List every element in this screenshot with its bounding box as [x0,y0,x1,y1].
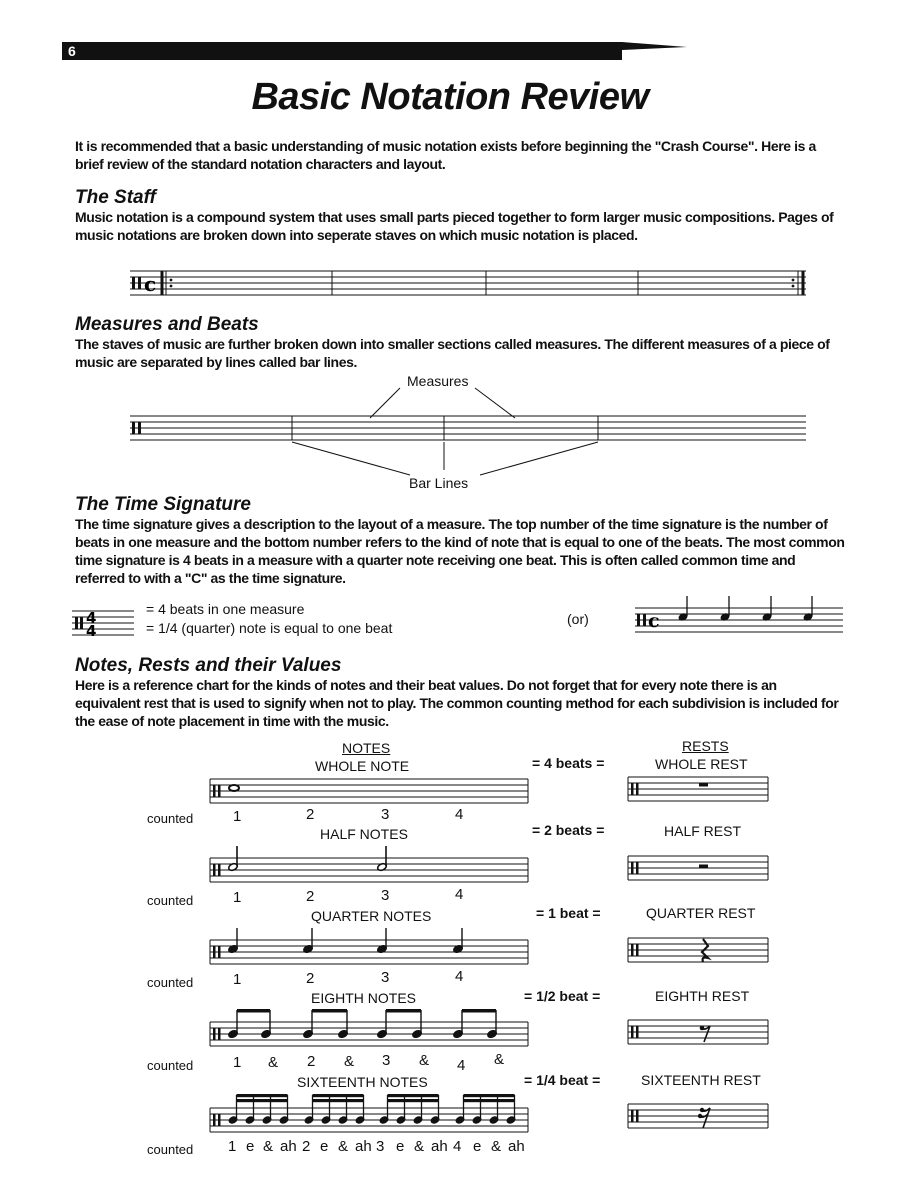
note-label-whole: WHOLE NOTE [315,758,410,774]
count-4: 4 [453,1138,462,1155]
note-label-half: HALF NOTES [320,826,408,842]
count-and: & [268,1054,279,1071]
measures-label: Measures [407,373,469,389]
svg-text:4: 4 [86,622,97,640]
staff-sixteenth-notes [206,1090,530,1140]
count-ah: ah [280,1138,297,1155]
time-signature-44 [72,606,134,640]
count-and: & [494,1051,505,1068]
staff-paragraph: Music notation is a compound system that uses small parts pieced together to form larger music compositions. Pages of music notations are broken down into seperate staves on which music notation is placed. [75,209,834,243]
count-3: 3 [381,969,390,986]
staff-half-notes [206,840,530,890]
staff-eighth-notes [206,1004,530,1054]
page-number: 6 [68,43,76,59]
count-and: & [419,1052,430,1069]
count-and: & [338,1138,349,1155]
counted-label: counted [147,1142,194,1157]
staff-half-rest [624,852,770,888]
header-bar [62,42,687,60]
note-label-sixteenth: SIXTEENTH NOTES [297,1074,428,1090]
page-title: Basic Notation Review [251,76,649,118]
count-2: 2 [307,1053,316,1070]
rest-label-sixteenth: SIXTEENTH REST [641,1072,761,1088]
count-2: 2 [306,970,315,987]
measures-heading: Measures and Beats [75,314,259,335]
count-and: & [344,1053,355,1070]
common-time-staff [630,594,845,638]
counted-label: counted [147,811,194,826]
count-3: 3 [376,1138,385,1155]
note-label-eighth: EIGHTH NOTES [311,990,417,1006]
svg-text:c: c [648,610,660,632]
count-2: 2 [302,1138,311,1155]
intro-paragraph: It is recommended that a basic understanding of music notation exists before beginning the "Crash Course". Here is a brief review of the standard notation characters and layout. [75,138,816,172]
count-and: & [414,1138,425,1155]
count-2: 2 [306,888,315,905]
value-label-half: = 2 beats = [532,822,605,838]
rest-label-half: HALF REST [664,823,742,839]
count-4: 4 [455,968,464,985]
count-4: 4 [457,1057,466,1074]
notes-rests-heading: Notes, Rests and their Values [75,655,342,676]
notes-header: NOTES [342,740,391,756]
count-4: 4 [455,806,464,823]
rest-label-quarter: QUARTER REST [646,905,756,921]
staff-whole-rest [624,773,770,809]
count-e: e [320,1138,329,1155]
count-3: 3 [381,887,390,904]
count-1: 1 [233,889,242,906]
count-3: 3 [382,1052,391,1069]
bar-lines-label: Bar Lines [409,475,469,491]
measures-paragraph: The staves of music are further broken down into smaller sections called measures. The different measures of a piece of music are separated by lines called bar lines. [75,336,830,370]
staff-heading: The Staff [75,187,156,208]
svg-text:c: c [144,272,157,296]
count-e: e [473,1138,482,1155]
staff-quarter-rest [624,934,770,970]
or-label: (or) [567,611,589,627]
count-e: e [246,1138,255,1155]
staff-quarter-notes [206,922,530,972]
time-signature-paragraph: The time signature gives a description to the layout of a measure. The top number of the time signature is the number of beats in one measure and the bottom number refers to the kind of note that is equal to one of the beats. The most common time signature is 4 beats in a measure with a quarter note receiving one beat. This is often called common time and referred to with a "C" as the time signature. [75,516,845,586]
value-label-eighth: = 1/2 beat = [524,988,601,1004]
time-sig-line-2: = 1/4 (quarter) note is equal to one beat [146,620,393,636]
count-3: 3 [381,806,390,823]
notes-rests-paragraph: Here is a reference chart for the kinds of notes and their beat values. Do not forget that for every note there is an equivalent rest that is used to signify when not to play. The common counting method for each subdivision is included for the ease of note placement in time with the music. [75,677,839,729]
counted-label: counted [147,893,194,908]
count-e: e [396,1138,405,1155]
counted-label: counted [147,975,194,990]
measures-diagram [120,385,810,485]
counted-label: counted [147,1058,194,1073]
time-sig-line-1: = 4 beats in one measure [146,601,305,617]
count-ah: ah [355,1138,372,1155]
count-1: 1 [233,971,242,988]
staff-whole-note [206,775,530,811]
count-1: 1 [233,1054,242,1071]
count-4: 4 [455,886,464,903]
count-ah: ah [508,1138,525,1155]
count-ah: ah [431,1138,448,1155]
staff-sixteenth-rest [624,1100,770,1136]
note-label-quarter: QUARTER NOTES [311,908,432,924]
count-2: 2 [306,806,315,823]
staff-eighth-rest [624,1016,770,1052]
rest-label-whole: WHOLE REST [655,756,748,772]
svg-text:4: 4 [86,609,97,627]
count-1: 1 [233,808,242,825]
count-1: 1 [228,1138,237,1155]
staff-diagram [120,266,810,300]
value-label-quarter: = 1 beat = [536,905,601,921]
rest-label-eighth: EIGHTH REST [655,988,750,1004]
count-and: & [263,1138,274,1155]
value-label-sixteenth: = 1/4 beat = [524,1072,601,1088]
time-signature-heading: The Time Signature [75,494,251,515]
count-and: & [491,1138,502,1155]
value-label-whole: = 4 beats = [532,755,605,771]
rests-header: RESTS [682,738,729,754]
